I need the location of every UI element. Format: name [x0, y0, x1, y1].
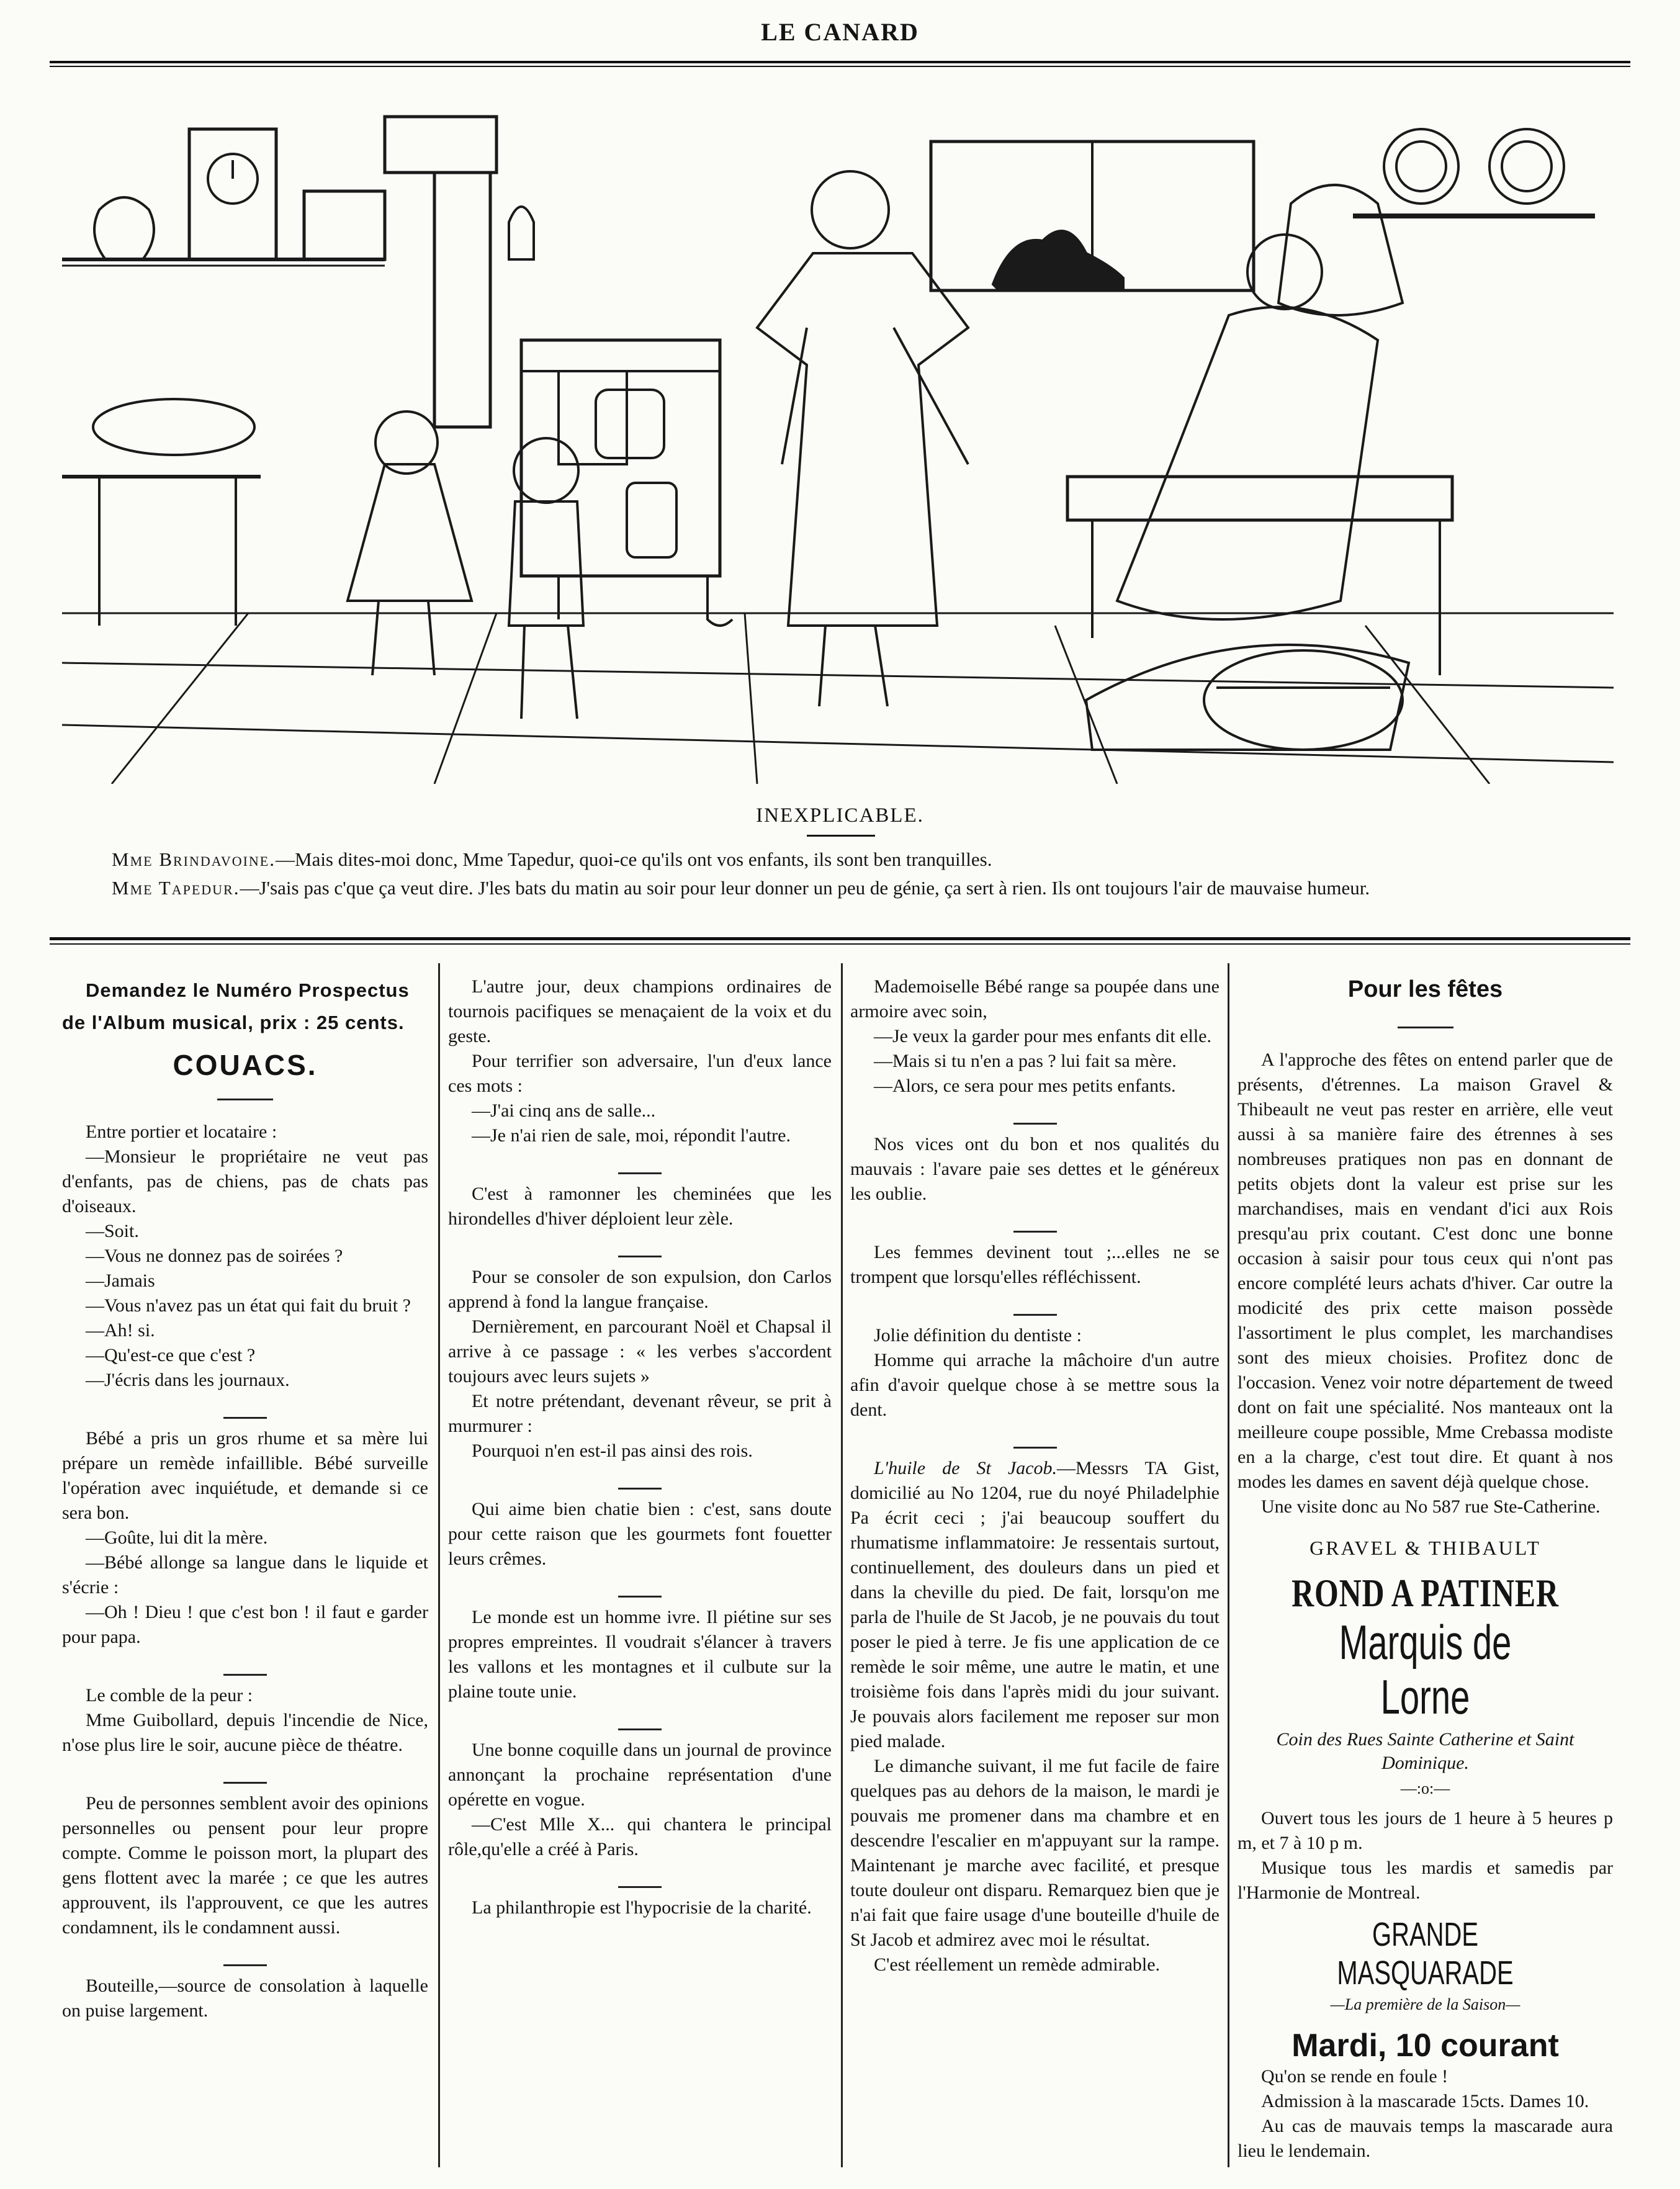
peur-text: Mme Guibollard, depuis l'incendie de Nice, n'ose plus lire le soir, aucune pièce de théatre. [62, 1710, 428, 1755]
couac-line: —Ah! si. [86, 1320, 155, 1341]
carlos-text: Pour se consoler de son expulsion, don Carlos apprend à fond la langue française. [448, 1267, 832, 1312]
grande-masquarade-heading: GRANDE MASQUARADE [1337, 1916, 1514, 1992]
separator [850, 1110, 1220, 1116]
couac-line: —Monsieur le propriétaire ne veut pas d'enfants, pas de chiens, pas de chats pas d'oiseaux. [62, 1146, 428, 1216]
bebe-paragraph: Bébé a pris un gros rhume et sa mère lui prépare un remède infaillible. Bébé surveille l'opération avec inquiétude, et demande si ce sera bon. [62, 1428, 428, 1523]
gravel-thibault-signature: GRAVEL & THIBAULT [1309, 1537, 1541, 1559]
vices-text: Nos vices ont du bon et nos qualités du mauvais : l'avare paie ses dettes et le généreux les oublie. [850, 1134, 1220, 1204]
couac-line: —Vous ne donnez pas de soirées ? [86, 1246, 343, 1266]
philanthropie-text: La philanthropie est l'hypocrisie de la charité. [472, 1897, 812, 1918]
fetes-visit: Une visite donc au No 587 rue Ste-Catherine. [1261, 1496, 1601, 1517]
separator [448, 1583, 832, 1589]
separator [62, 1661, 428, 1667]
cinq-ans-text: —J'ai cinq ans de salle... [472, 1100, 656, 1121]
dialogue-text-2: —J'sais pas c'que ça veut dire. J'les bats du matin au soir pour leur donner un peu de génie, ça sert à rien. Ils ont toujours l'air de mauvaise humeur. [240, 877, 1370, 899]
separator [448, 1873, 832, 1879]
couacs-heading: COUACS. [173, 1049, 318, 1081]
masthead: LE CANARD [761, 18, 919, 46]
foule-text: Qu'on se rende en foule ! [1261, 2066, 1449, 2087]
mardi-date: Mardi, 10 courant [1291, 2028, 1559, 2064]
separator [850, 1301, 1220, 1307]
bebe-paragraph: —Bébé allonge sa langue dans le liquide et s'écrie : [62, 1552, 428, 1598]
couac-line: —J'écris dans les journaux. [86, 1370, 290, 1390]
mlle-text: —C'est Mlle X... qui chantera le principal rôle,qu'elle a créé à Paris. [448, 1814, 832, 1859]
column-3 [850, 974, 1220, 2178]
huile-text-1: —Messrs TA Gist, domicilié au No 1204, rue du noyé Philadelphie Pa écrit ceci ; j'ai beaucoup souffert du rhumatisme inflammatoire: Je ressentais surtout, continuellement, des douleurs dans un pied et dans la cheville du pied. De fait, lorsqu'on me parla de l'huile de St Jacob, je ne pouvais du tout poser le pied à terre. Je fis une application de ce remède le soir même, une autre le matin, et une troisième fois dans l'après midi du jour suivant. Je pouvais alors facilement me reposer sur mon pied malade. [850, 1458, 1220, 1751]
couac-line: —Soit. [86, 1221, 139, 1241]
separator [850, 1434, 1220, 1440]
column-divider-1 [438, 963, 440, 2167]
separator [62, 1404, 428, 1410]
couac-line: —Jamais [86, 1270, 155, 1291]
album-promo: Demandez le Numéro Prospectus de l'Album musical, prix : 25 cents. [62, 979, 410, 1033]
bebe-paragraph: —Goûte, lui dit la mère. [86, 1527, 268, 1548]
dialogue-line-1 [62, 845, 1626, 874]
separator [448, 1475, 832, 1481]
terrifier-text: Pour terrifier son adversaire, l'un d'eux lance ces mots : [448, 1051, 832, 1096]
column-4 [1238, 974, 1613, 2178]
column-2 [448, 974, 832, 2178]
peur-title: Le comble de la peur : [86, 1685, 253, 1706]
repond-text: —Je n'ai rien de sale, moi, répondit l'autre. [472, 1125, 791, 1146]
separator [62, 1951, 428, 1958]
top-rule-thin [50, 66, 1630, 67]
opinions-text: Peu de personnes semblent avoir des opinions personnelles ou pensent pour leur propre compte. Comme le poisson mort, la plupart des gens flottent avec la marée ; ce que les autres approuvent, ils l'approuvent, ce que les autres condamnent, ils le condamnent aussi. [62, 1793, 428, 1938]
column-divider-2 [841, 963, 843, 2167]
couac-line: —Vous n'avez pas un état qui fait du bruit ? [86, 1295, 411, 1316]
section-rule [50, 937, 1630, 940]
rond-a-patiner-heading: ROND A PATINER [1291, 1571, 1559, 1615]
cheminees-text: C'est à ramonner les cheminées que les hirondelles d'hiver déploient leur zèle. [448, 1184, 832, 1229]
opening-hours: Ouvert tous les jours de 1 heure à 5 heures p m, et 7 à 10 p m. [1238, 1808, 1613, 1853]
huile-text-2: Le dimanche suivant, il me fut facile de faire quelques pas au dehors de la maison, le mardi je pouvais me promener dans ma chambre et en descendre l'escalier en m'appuyant sur la rampe. Maintenant je marche avec facilité, et presque toute douleur ont disparu. Remarquez bien que je n'ai fait que faire usage d'une bouteille d'huile de St Jacob et admirez avec moi le résultat. [850, 1756, 1220, 1950]
alors-text: —Alors, ce sera pour mes petits enfants. [874, 1076, 1176, 1096]
bouteille-text: Bouteille,—source de consolation à laquelle on puise largement. [62, 1975, 428, 2021]
bebe-poupee-text: Mademoiselle Bébé range sa poupée dans une armoire avec soin, [850, 976, 1220, 1022]
pourquoi-text: Pourquoi n'en est-il pas ainsi des rois. [472, 1441, 753, 1461]
illustration-dialogue [62, 845, 1626, 902]
garder-text: —Je veux la garder pour mes enfants dit elle. [874, 1026, 1211, 1046]
heading-rule [1238, 1010, 1613, 1035]
illustration-caption-title: INEXPLICABLE. [756, 804, 924, 827]
separator [448, 1159, 832, 1166]
caption-rule [807, 835, 875, 837]
dialogue-text-1: —Mais dites-moi donc, Mme Tapedur, quoi-ce qu'ils ont vos enfants, ils sont ben tranquilles. [276, 848, 992, 870]
separator [850, 1218, 1220, 1224]
mauvais-temps-text: Au cas de mauvais temps la mascarade aura lieu le lendemain. [1238, 2116, 1613, 2161]
column-divider-3 [1228, 963, 1229, 2167]
chatie-text: Qui aime bien chatie bien : c'est, sans doute pour cette raison que les gourmets font fouetter leurs crêmes. [448, 1499, 832, 1569]
top-rule [50, 61, 1630, 63]
ornament: —:o:— [1400, 1779, 1450, 1797]
address-italic: Coin des Rues Sainte Catherine et Saint Dominique. [1276, 1729, 1574, 1773]
monde-text: Le monde est un homme ivre. Il piétine sur ses propres empreintes. Il voudrait s'élancer à travers les vallons et les montagnes et il culbute sur la plaine toute unie. [448, 1607, 832, 1702]
speaker-brindavoine: Mme Brindavoine. [112, 848, 276, 870]
music-schedule: Musique tous les mardis et samedis par l'Harmonie de Montreal. [1238, 1858, 1613, 1903]
huile-text-3: C'est réellement un remède admirable. [874, 1954, 1161, 1975]
premiere-saison: —La première de la Saison— [1330, 1995, 1521, 2013]
mais-text: —Mais si tu n'en a pas ? lui fait sa mère. [874, 1051, 1177, 1071]
section-rule-thin [50, 943, 1630, 945]
coquille-text: Une bonne coquille dans un journal de province annonçant la prochaine représentation d'une opérette en vogue. [448, 1740, 832, 1810]
dialogue-line-2 [62, 874, 1626, 902]
marquis-de-lorne-heading: Marquis de Lorne [1339, 1615, 1512, 1724]
dentiste-title: Jolie définition du dentiste : [874, 1325, 1082, 1346]
couac-line: —Qu'est-ce que c'est ? [86, 1345, 256, 1365]
noel-text: Dernièrement, en parcourant Noël et Chapsal il arrive à ce passage : « les verbes s'accordent toujours avec leurs sujets » [448, 1316, 832, 1387]
fetes-heading: Pour les fêtes [1347, 976, 1503, 1002]
separator [448, 1243, 832, 1249]
speaker-tapedur: Mme Tapedur. [112, 877, 240, 899]
fetes-body: A l'approche des fêtes on entend parler que de présents, d'étrennes. La maison Gravel & Thibeault ne veut pas rester en arrière, elle veut aussi à sa manière faire des étrennes à ses nombreuses pratiques non pas en donnant de petits objets dont la valeur est prise sur les marchandises, mais en vendant d'ici aux Rois presqu'au prix coutant. C'est donc une bonne occasion à saisir pour tous ceux qui n'ont pas encore complété leurs achats d'hiver. Car outre la modicité des prix cette maison possède l'assortiment le plus complet, les marchandises sont des mieux choisies. Profitez donc de l'occasion. Venez voir notre département de tweed dont on fait une spécialité. Nos manteaux ont la meilleure coupe possible, Mme Crebassa modiste en a la charge, c'est tout dire. Et quant à nos modes les dames en savent déjà quelque chose. [1238, 1050, 1613, 1492]
bebe-paragraph: —Oh ! Dieu ! que c'est bon ! il faut e garder pour papa. [62, 1602, 428, 1647]
huile-title: L'huile de St Jacob. [874, 1458, 1057, 1478]
column-1 [62, 974, 428, 2178]
champions-text: L'autre jour, deux champions ordinaires de tournois pacifiques se menaçaient de la voix et du geste. [448, 976, 832, 1046]
femmes-text: Les femmes devinent tout ;...elles ne se trompent que lorsqu'elles réfléchissent. [850, 1242, 1220, 1287]
admission-text: Admission à la mascarade 15cts. Dames 10. [1261, 2091, 1589, 2111]
dentiste-text: Homme qui arrache la mâchoire d'un autre afin d'avoir quelque chose à se mettre sous la dent. [850, 1350, 1220, 1420]
heading-rule [62, 1082, 428, 1107]
illustration-inexplicable [62, 79, 1614, 784]
couac-intro: Entre portier et locataire : [86, 1121, 277, 1142]
separator [448, 1715, 832, 1722]
separator [62, 1769, 428, 1775]
huile-paragraph [850, 1456, 1220, 1754]
pretendant-text: Et notre prétendant, devenant rêveur, se prit à murmurer : [448, 1391, 832, 1436]
